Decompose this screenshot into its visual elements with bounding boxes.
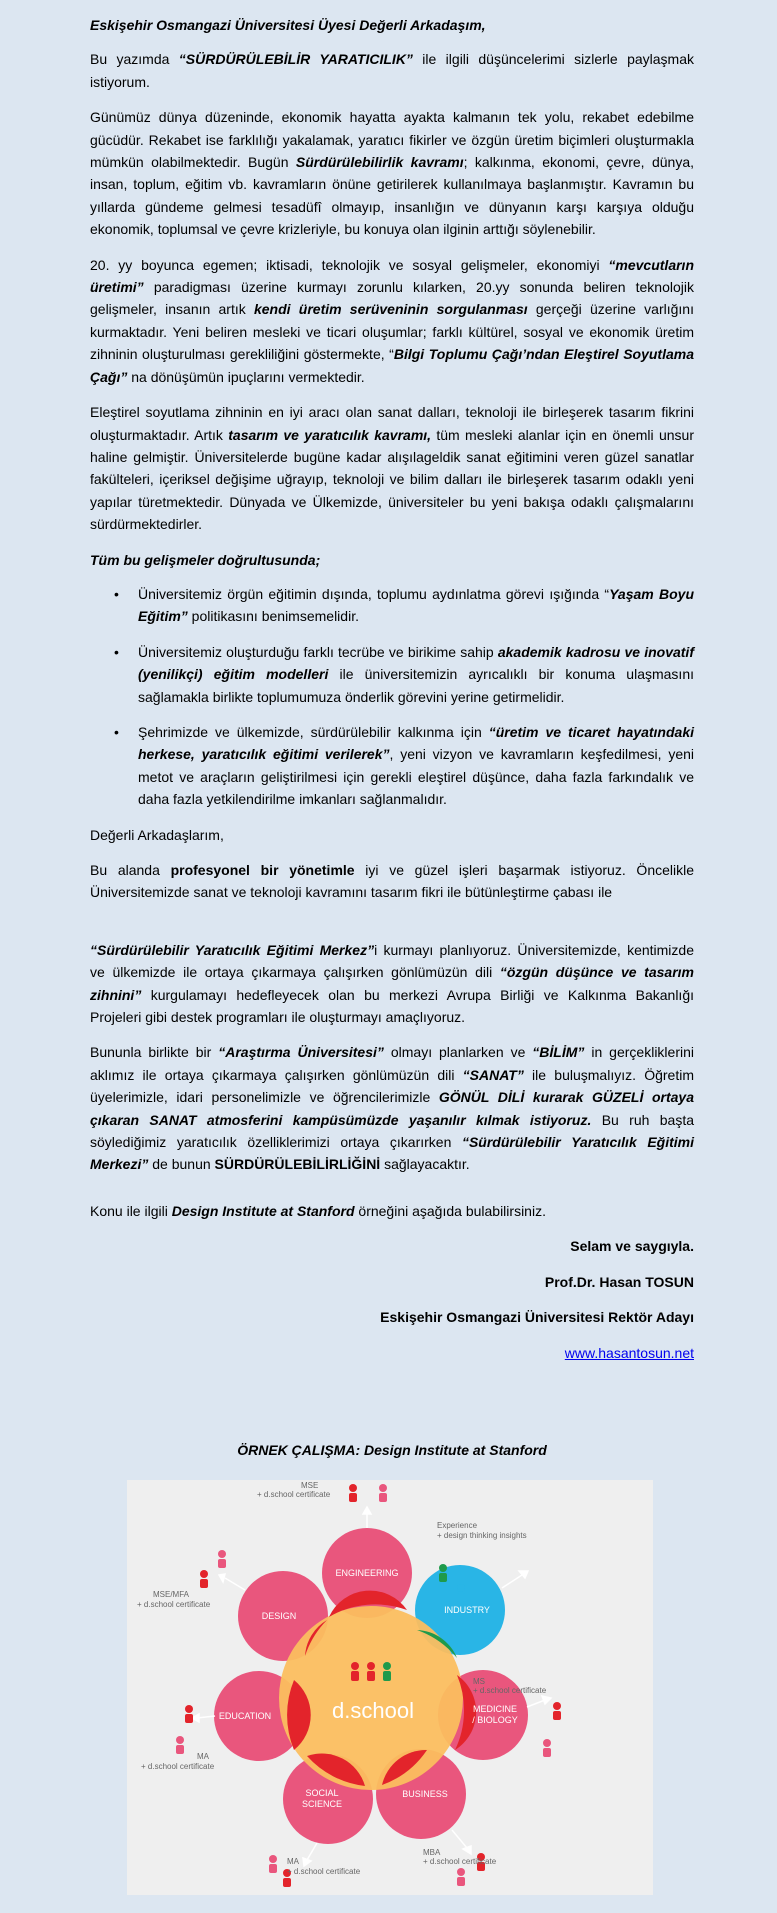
text-run: na dönüşümün ipuçlarını vermektedir.	[127, 368, 365, 385]
text-run: Üniversitemiz oluşturduğu farklı tecrübe ve birikime sahip	[138, 643, 498, 660]
text-run: Bu yazımda	[90, 51, 179, 68]
text-run: kurgulamayı hedefleyecek olan bu merkezi Avrupa Birliği ve Kalkınma Bakanlığı Projeleri gibi destek programları ile oluşturmayı amaçlıyoruz.	[90, 986, 694, 1026]
emphasis: “Sürdürülebilir Yaratıcılık Eğitimi Merkezi”	[90, 1134, 694, 1173]
emphasis: “özgün düşünce ve tasarım zihnini”	[90, 964, 694, 1003]
emphasis: “Sürdürülebilir Yaratıcılık Eğitimi Merkez”	[90, 941, 375, 958]
text-run: 20. yy boyunca egemen; iktisadi, teknolojik ve sosyal gelişmeler, ekonomiyi	[90, 256, 609, 273]
emphasis: GÖNÜL DİLİ kurarak GÜZELİ ortaya çıkaran SANAT atmosferini kampüsümüzde yaşanılır kılmak istiyoruz.	[90, 1089, 694, 1128]
bullet-marker: •	[114, 585, 119, 602]
outcome-mba-cert: + d.school certificate	[423, 1857, 497, 1866]
text-run: de bunun	[148, 1156, 215, 1173]
text-run: Eleştirel soyutlama zihninin en iyi aracı olan sanat dalları, teknoloji ile birleşerek tasarım fikrini oluşturmaktadır. Artık	[90, 404, 694, 443]
outcome-mba: MBA	[423, 1848, 441, 1857]
text-run: örneğini aşağıda bulabilirsiniz.	[354, 1202, 546, 1219]
emphasis: SÜRDÜRÜLEBİLİRLİĞİNİ	[214, 1156, 381, 1173]
bullet-list	[90, 583, 694, 811]
greeting: Eskişehir Osmangazi Üniversitesi Üyesi Değerli Arkadaşım,	[90, 17, 486, 33]
subheading: Tüm bu gelişmeler doğrultusunda;	[90, 551, 321, 568]
text-run: Bu alanda	[90, 862, 171, 878]
paragraph-8	[90, 1200, 694, 1222]
emphasis: tasarım ve yaratıcılık kavramı,	[228, 426, 432, 443]
outcome-experience-insights: + design thinking insights	[437, 1531, 527, 1540]
letter-body	[90, 14, 694, 1364]
outcome-ms: MS	[473, 1677, 485, 1686]
emphasis: “Araştırma Üniversitesi”	[218, 1044, 384, 1061]
emphasis: “SÜRDÜRÜLEBİLİR YARATICILIK”	[178, 51, 413, 68]
outcome-ma: MA	[197, 1752, 209, 1761]
dschool-diagram-svg	[127, 1480, 653, 1895]
website-link[interactable]: www.hasantosun.net	[564, 1344, 694, 1361]
dschool-diagram	[127, 1480, 653, 1895]
label-design: DESIGN	[261, 1611, 297, 1621]
paragraph-2	[90, 106, 694, 240]
text-run: politikasını benimsemelidir.	[187, 608, 359, 625]
paragraph-6	[90, 939, 694, 1029]
text-run: tüm mesleki alanlar için en önemli unsur haline gelmiştir. Üniversitelerde bugüne kadar alışılageldik sanat eğitimini veren güzel sanatlar fakülteleri, içeriksel değişime uğrayıp, teknoloji ve bilim dalları ile birleşerek tasarım odaklı yeni yapılar türetmektedir. Dünyada ve Ülkemizde, üniversiteler bu yeni bakışa odaklı çalışmalarını sürdürmektedirler.	[90, 426, 694, 533]
emphasis: Yaşam Boyu Eğitim”	[138, 585, 695, 625]
text-run: Şehrimizde ve ülkemizde, sürdürülebilir kalkınma için	[138, 723, 489, 740]
paragraph-5	[90, 859, 694, 904]
outcome-mse: MSE	[301, 1481, 319, 1490]
figure-title: ÖRNEK ÇALIŞMA: Design Institute at Stanford	[237, 1442, 547, 1458]
list-item	[90, 641, 694, 708]
label-social: SOCIAL	[305, 1788, 339, 1798]
text-run: olmayı planlarken ve	[383, 1044, 533, 1061]
outcome-ma-2: MA	[287, 1857, 299, 1866]
signer-title: Eskişehir Osmangazi Üniversitesi Rektör Adayı	[380, 1309, 694, 1326]
label-biology: / BIOLOGY	[472, 1715, 518, 1725]
emphasis: kendi üretim serüveninin sorgulanması	[253, 301, 528, 318]
emphasis: “mevcutların üretimi”	[90, 256, 694, 296]
outcome-ma-2-cert: + d.school certificate	[287, 1867, 361, 1876]
label-education: EDUCATION	[218, 1711, 272, 1721]
emphasis: “SANAT”	[462, 1066, 524, 1083]
paragraph-7	[90, 1041, 694, 1175]
emphasis: akademik kadrosu ve inovatif (yenilikçi) eğitim modelleri	[138, 643, 694, 683]
dschool-label: d.school	[332, 1698, 414, 1723]
bullet-marker: •	[114, 723, 119, 740]
text-run: in gerçekliklerini aklımız ile ortaya çıkarmaya çalışırken gönlümüzün dili	[90, 1044, 694, 1083]
list-item	[90, 721, 694, 811]
text-run: , yeni vizyon ve kavramların keşfedilmesi, yeni metot ve araçların geliştirilmesi için gerekli eleştirel düşünce, daha fazla farkındalık ve daha fazla yetkilendirilme imkanları sağlanmalıdır.	[138, 746, 695, 808]
outcome-mse-cert: + d.school certificate	[257, 1490, 331, 1499]
list-item	[90, 583, 694, 628]
text-run: iyi ve güzel işleri başarmak istiyoruz. Öncelikle Üniversitemizde sanat ve teknoloji kavramını tasarım fikri ile bütünleştirme çabası ile	[90, 862, 695, 901]
outcome-msmfa: MSE/MFA	[153, 1590, 190, 1599]
text-run: i kurmayı planlıyoruz. Üniversitemizde, kentimizde ve ülkemizde ile ortaya çıkarmaya çalışırken gönlümüzün dili	[90, 941, 694, 981]
text-run: ile ilgili düşüncelerimi sizlerle paylaşmak istiyorum.	[90, 51, 694, 90]
text-run: Konu ile ilgili	[90, 1202, 172, 1219]
emphasis: “üretim ve ticaret hayatındaki herkese, yaratıcılık eğitimi verilerek”	[138, 723, 695, 763]
outcome-msmfa-cert: + d.school certificate	[137, 1600, 211, 1609]
label-industry: INDUSTRY	[444, 1605, 490, 1615]
text-run: Üniversitemiz örgün eğitimin dışında, toplumu aydınlatma görevi ışığında “	[138, 585, 610, 602]
closing: Selam ve saygıyla.	[570, 1238, 694, 1255]
emphasis: profesyonel bir yönetimle	[170, 862, 355, 878]
emphasis: “BİLİM”	[532, 1044, 585, 1061]
emphasis: Sürdürülebilirlik kavramı	[295, 154, 464, 171]
label-medicine: MEDICINE	[472, 1704, 518, 1714]
text-run: paradigması üzerine kurmayı zorunlu kılarken, 20.yy sonunda beliren teknolojik gelişmeler, insanın artık	[90, 279, 694, 318]
signer-name: Prof.Dr. Hasan TOSUN	[544, 1273, 694, 1290]
emphasis: Bilgi Toplumu Çağı’ndan Eleştirel Soyutlama Çağı”	[90, 346, 694, 385]
outcome-ms-cert: + d.school certificate	[473, 1686, 547, 1695]
outcome-ma-cert: + d.school certificate	[141, 1762, 215, 1771]
label-engineering: ENGINEERING	[335, 1568, 399, 1578]
text-run: Bununla birlikte bir	[90, 1044, 219, 1061]
outcome-experience: Experience	[437, 1521, 478, 1530]
emphasis: Design Institute at Stanford	[171, 1202, 355, 1219]
text-run: Bu ruh başta söylediğimiz yaratıcılık özelliklerimizi ortaya çıkarırken	[90, 1111, 694, 1151]
center-people-icon	[351, 1662, 391, 1681]
label-business: BUSINESS	[402, 1789, 448, 1799]
text-run: ; kalkınma, ekonomi, çevre, dünya, insan, toplum, eğitim vb. kavramların önüne getirilerek kullanılmaya başlanmıştır. Kavramın bu yıllarda gündeme gelmesi tesadüfî olmayıp, insanlığın ve dünyanın karşı karşıya olduğu ekonomik, toplumsal ve çevre krizleriyle, bu konuya olan ilginin arttığı söylenebilir.	[90, 154, 695, 238]
text-run: Günümüz dünya düzeninde, ekonomik hayatta ayakta kalmanın tek yolu, rekabet edebilme gücüdür. Rekabet ise farklılığı yakalamak, yaratıcı fikirler ve özgün üretim biçimleri oluşturmakla mümkün olabilmektedir. Bugün	[90, 109, 694, 171]
text-run: gerçeği üzerine varlığını kurmaktadır. Yeni beliren mesleki ve ticari oluşumlar; farklı kültürel, sosyal ve ekonomik üretim zihninin oluşturulması gerekliliğini göstermekte, “	[90, 301, 694, 363]
bullet-marker: •	[114, 643, 119, 660]
paragraph-3	[90, 254, 694, 388]
paragraph-4	[90, 401, 694, 535]
paragraph-1	[90, 48, 694, 93]
text-run: ile buluşmalıyız. Öğretim üyelerimizle, idari personelimizle ve öğrencilerimizle	[90, 1066, 694, 1106]
label-science: SCIENCE	[301, 1799, 343, 1809]
salutation: Değerli Arkadaşlarım,	[90, 826, 224, 843]
text-run: sağlayacaktır.	[380, 1156, 470, 1173]
text-run: ile üniversitemizin ayrıcalıklı bir konuma ulaşmasını sağlamakla birlikte toplumumuza önderlik görevini yerine getirmelidir.	[138, 666, 694, 705]
